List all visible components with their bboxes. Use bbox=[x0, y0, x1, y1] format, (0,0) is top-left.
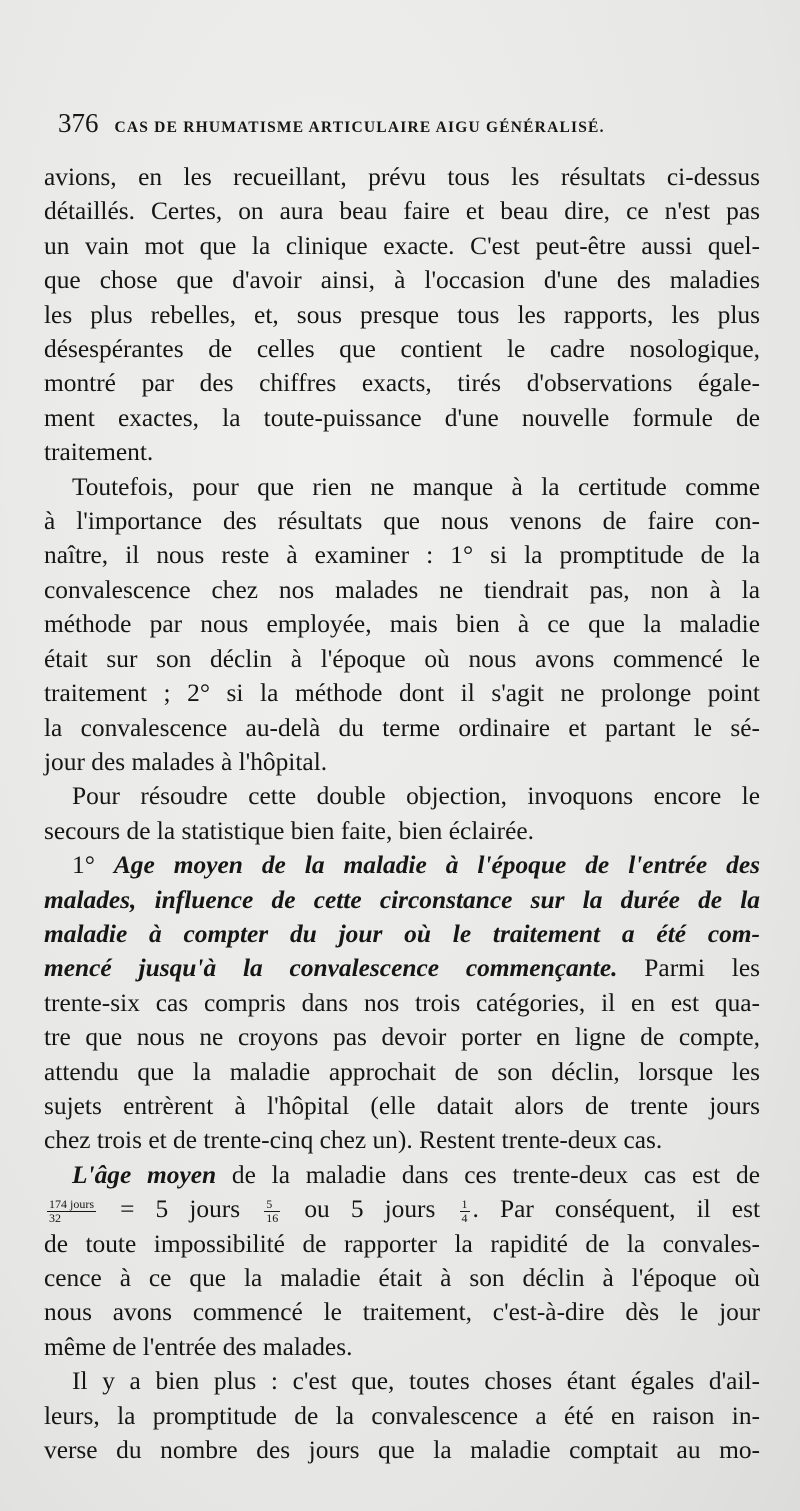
fraction bbox=[264, 1198, 280, 1225]
text-line: attendu que la maladie approchait de son déclin, lorsque les bbox=[44, 1057, 760, 1086]
text-line bbox=[44, 848, 760, 882]
text-line: jour des malades à l'hôpital. bbox=[44, 747, 328, 776]
text-line: naître, il nous reste à examiner : 1° si la promptitude de la bbox=[44, 541, 760, 570]
paragraph-1 bbox=[44, 160, 760, 470]
text-fragment: = 5 jours bbox=[99, 1195, 262, 1224]
text-line: Il y a bien plus : c'est que, toutes choses étant égales d'ail- bbox=[72, 1367, 760, 1396]
paragraph-3 bbox=[44, 779, 760, 848]
fraction-numerator: 1 bbox=[461, 1196, 468, 1211]
body-text bbox=[44, 160, 760, 1467]
text-line: chez trois et de trente-cinq chez un). Restent trente-deux cas. bbox=[44, 1126, 663, 1155]
text-line: traitement. bbox=[44, 438, 154, 467]
text-line: Pour résoudre cette double objection, invoquons encore le bbox=[72, 782, 760, 811]
text-line: un vain mot que la clinique exacte. C'est peut-être aussi quel- bbox=[44, 231, 760, 260]
text-line: secours de la statistique bien faite, bien éclairée. bbox=[44, 816, 534, 845]
text-line: les plus rebelles, et, sous presque tous les rapports, les plus bbox=[44, 300, 760, 329]
text-line: sujets entrèrent à l'hôpital (elle datait alors de trente jours bbox=[44, 1091, 760, 1120]
text-line: avions, en les recueillant, prévu tous les résultats ci-dessus bbox=[44, 163, 760, 191]
text-line: de toute impossibilité de rapporter la rapidité de la convales- bbox=[44, 1229, 760, 1258]
text-fragment: . Par conséquent, il est bbox=[472, 1195, 761, 1224]
page-number: 376 bbox=[58, 108, 99, 138]
text-line: convalescence chez nos malades ne tiendrait pas, non à la bbox=[44, 575, 760, 604]
fraction bbox=[460, 1198, 470, 1225]
text-fragment: Parmi les bbox=[617, 954, 760, 983]
paragraph-5 bbox=[44, 1158, 760, 1364]
text-line: nous avons commencé le traitement, c'est-à-dire dès le jour bbox=[44, 1298, 760, 1327]
running-title: CAS DE RHUMATISME ARTICULAIRE AIGU GÉNÉRALISÉ. bbox=[114, 119, 605, 136]
italic-term: L'âge moyen bbox=[72, 1160, 217, 1189]
paragraph-4 bbox=[44, 848, 760, 1158]
italic-heading: maladie à compter du jour où le traitement a été com- bbox=[44, 919, 760, 948]
text-line: verse du nombre des jours que la maladie comptait au mo- bbox=[44, 1436, 760, 1465]
page-header bbox=[58, 108, 738, 139]
fraction bbox=[47, 1198, 96, 1225]
text-line: était sur son déclin à l'époque où nous avons commencé le bbox=[44, 644, 760, 673]
text-line: que chose que d'avoir ainsi, à l'occasion d'une des maladies bbox=[44, 266, 760, 295]
italic-heading: mencé jusqu'à la convalescence commençante. bbox=[44, 954, 618, 983]
text-line: même de l'entrée des malades. bbox=[44, 1332, 353, 1361]
fraction-denominator: 4 bbox=[461, 1210, 468, 1225]
italic-heading: malades, influence de cette circonstance sur la durée de la bbox=[44, 885, 760, 914]
text-line bbox=[44, 951, 760, 985]
fraction-numerator: 174 jours bbox=[49, 1196, 94, 1211]
text-line: la convalescence au-delà du terme ordinaire et partant le sé- bbox=[44, 713, 760, 742]
formula-line bbox=[44, 1192, 760, 1226]
paragraph-2 bbox=[44, 470, 760, 780]
text-line: à l'importance des résultats que nous venons de faire con- bbox=[44, 507, 760, 536]
fraction-numerator: 5 bbox=[264, 1198, 280, 1212]
text-line: montré par des chiffres exacts, tirés d'observations égale- bbox=[44, 369, 760, 398]
fraction-denominator: 16 bbox=[266, 1210, 279, 1225]
text-line bbox=[44, 1158, 760, 1192]
text-line: ment exactes, la toute-puissance d'une nouvelle formule de bbox=[44, 403, 760, 432]
text-line bbox=[44, 883, 760, 917]
text-line: tre que nous ne croyons pas devoir porter en ligne de compte, bbox=[44, 1023, 760, 1052]
text-line: méthode par nous employée, mais bien à ce que la maladie bbox=[44, 610, 760, 639]
text-line: traitement ; 2° si la méthode dont il s'agit ne prolonge point bbox=[44, 679, 760, 708]
text-line bbox=[44, 917, 760, 951]
text-line: cence à ce que la maladie était à son déclin à l'époque où bbox=[44, 1264, 760, 1292]
text-line: trente-six cas compris dans nos trois catégories, il en est qua- bbox=[44, 988, 760, 1017]
text-line: désespérantes de celles que contient le cadre nosologique, bbox=[44, 335, 760, 364]
italic-heading: Age moyen de la maladie à l'époque de l'entrée des bbox=[113, 851, 760, 880]
fraction-denominator: 32 bbox=[49, 1210, 61, 1225]
section-number: 1° bbox=[72, 851, 95, 880]
text-line: détaillés. Certes, on aura beau faire et beau dire, ce n'est pas bbox=[44, 197, 760, 226]
paragraph-6 bbox=[44, 1364, 760, 1467]
text-fragment: ou 5 jours bbox=[283, 1195, 457, 1224]
text-line: leurs, la promptitude de la convalescence a été en raison in- bbox=[44, 1401, 760, 1430]
text-fragment: de la maladie dans ces trente-deux cas est de bbox=[216, 1160, 760, 1189]
text-line: Toutefois, pour que rien ne manque à la certitude comme bbox=[72, 472, 760, 501]
